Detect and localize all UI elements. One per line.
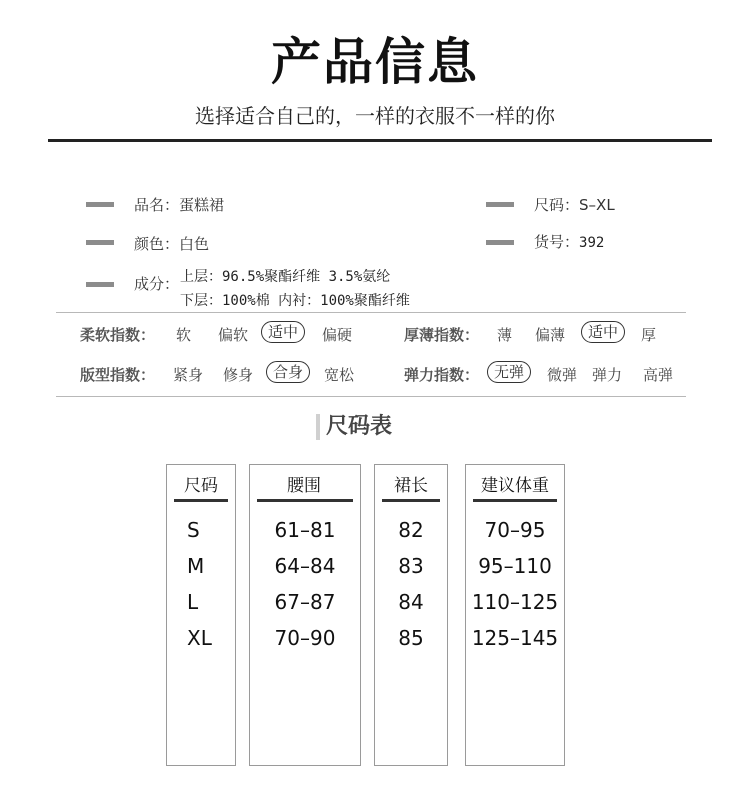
weight-cell: 70–95	[484, 518, 546, 542]
waist-column	[249, 464, 361, 766]
waist-cell: 61–81	[274, 518, 336, 542]
product-name-label: 品名：	[134, 196, 180, 214]
size-cell: M	[187, 554, 205, 578]
color-value: 白色	[179, 235, 210, 253]
bullet-bar	[486, 202, 514, 207]
product-name-value: 蛋糕裙	[179, 196, 225, 214]
product-item-number	[534, 231, 604, 252]
divider	[56, 312, 686, 313]
waist-cell: 67–87	[274, 590, 336, 614]
composition-lower: 下层：100%棉 内衬：100%聚酯纤维	[180, 293, 410, 309]
weight-cell: 110–125	[471, 590, 559, 614]
waist-cell: 70–90	[274, 626, 336, 650]
size-label: 尺码：	[534, 196, 580, 214]
size-cell: XL	[187, 626, 212, 650]
weight-column	[465, 464, 565, 766]
thickness-label: 厚薄指数：	[404, 326, 480, 344]
softness-option: 偏硬	[322, 326, 353, 344]
length-cell: 82	[398, 518, 424, 542]
softness-option: 软	[176, 326, 192, 344]
thickness-selected: 适中	[581, 321, 625, 343]
elasticity-option: 高弹	[643, 366, 674, 384]
elasticity-option: 微弹	[547, 366, 578, 384]
softness-selected: 适中	[261, 321, 305, 343]
elasticity-label: 弹力指数：	[404, 366, 480, 384]
color-label: 颜色：	[134, 235, 180, 253]
item-value: 392	[579, 235, 605, 251]
thickness-option: 偏薄	[535, 326, 566, 344]
column-header: 建议体重	[473, 471, 557, 502]
bullet-bar	[86, 282, 114, 287]
size-column	[166, 464, 236, 766]
product-name	[134, 194, 224, 215]
thickness-option: 薄	[497, 326, 513, 344]
page-title: 产品信息	[271, 33, 479, 91]
item-label: 货号：	[534, 233, 580, 251]
size-cell: S	[187, 518, 200, 542]
product-color	[134, 233, 209, 254]
length-cell: 83	[398, 554, 424, 578]
length-cell: 84	[398, 590, 424, 614]
softness-label: 柔软指数：	[80, 326, 156, 344]
bullet-bar	[486, 240, 514, 245]
length-column	[374, 464, 448, 766]
waist-cell: 64–84	[274, 554, 336, 578]
fit-option: 修身	[223, 366, 254, 384]
composition-label: 成分：	[134, 275, 180, 293]
bullet-bar	[86, 202, 114, 207]
product-size	[534, 194, 615, 215]
column-header: 裙长	[382, 471, 440, 502]
fit-option: 宽松	[324, 366, 355, 384]
weight-cell: 95–110	[478, 554, 552, 578]
fit-selected: 合身	[266, 361, 310, 383]
column-header: 腰围	[257, 471, 353, 502]
divider	[56, 396, 686, 397]
column-header: 尺码	[174, 471, 228, 502]
elasticity-selected: 无弹	[487, 361, 531, 383]
fit-option: 紧身	[173, 366, 204, 384]
elasticity-option: 弹力	[592, 366, 623, 384]
composition-upper: 上层：96.5%聚酯纤维 3.5%氨纶	[180, 269, 391, 285]
header-divider	[48, 139, 712, 142]
bullet-bar	[86, 240, 114, 245]
thickness-option: 厚	[641, 326, 657, 344]
weight-cell: 125–145	[471, 626, 559, 650]
size-table-title: 尺码表	[316, 414, 392, 440]
length-cell: 85	[398, 626, 424, 650]
softness-option: 偏软	[218, 326, 249, 344]
page-subtitle: 选择适合自己的，一样的衣服不一样的你	[195, 104, 555, 128]
size-cell: L	[187, 590, 199, 614]
size-value: S–XL	[579, 196, 615, 214]
fit-label: 版型指数：	[80, 366, 156, 384]
